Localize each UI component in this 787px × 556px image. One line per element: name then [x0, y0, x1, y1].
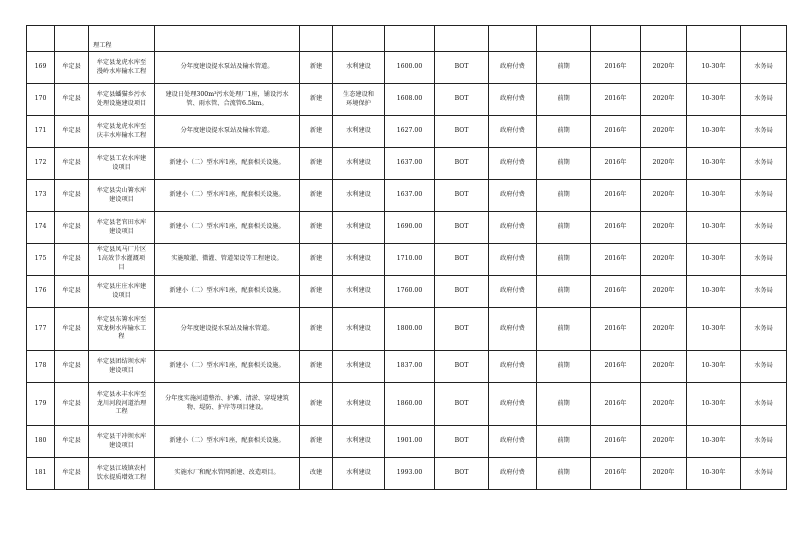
cell-period: 10-30年: [687, 458, 741, 490]
cell-stage: 前期: [537, 212, 591, 244]
cell-investment: 1637.00: [385, 148, 435, 180]
cell-end: 2020年: [641, 383, 687, 426]
cell-dept: 水务局: [741, 458, 787, 490]
cell-stage: 前期: [537, 458, 591, 490]
cell-start: 2016年: [591, 148, 641, 180]
cell-project: 牟定县老官田水库建设项目: [89, 212, 155, 244]
cell-return: 政府付费: [489, 180, 537, 212]
cell-start: 2016年: [591, 52, 641, 84]
cell-return: 政府付费: [489, 212, 537, 244]
cell-nature: 改建: [300, 458, 333, 490]
cell-mode: BOT: [435, 276, 489, 308]
cell-mode: BOT: [435, 52, 489, 84]
cell-investment: 1600.00: [385, 52, 435, 84]
cell-start: 2016年: [591, 212, 641, 244]
cell-stage: 前期: [537, 148, 591, 180]
cell-dept: 水务局: [741, 84, 787, 116]
cell-return: 政府付费: [489, 84, 537, 116]
cell-content: 分年度建设提水泵站及输水管道。: [155, 308, 300, 351]
cell-end: 2020年: [641, 116, 687, 148]
cell-content: 新建小（二）型水库1座，配套相关设施。: [155, 212, 300, 244]
cell-industry: [333, 26, 385, 52]
cell-period: 10-30年: [687, 308, 741, 351]
cell-stage: 前期: [537, 308, 591, 351]
cell-county: 牟定县: [55, 52, 89, 84]
cell-no: 178: [27, 351, 55, 383]
cell-industry: 水利建设: [333, 308, 385, 351]
cell-mode: [435, 26, 489, 52]
cell-county: 牟定县: [55, 426, 89, 458]
cell-period: 10-30年: [687, 276, 741, 308]
cell-stage: [537, 26, 591, 52]
cell-period: 10-30年: [687, 148, 741, 180]
cell-start: 2016年: [591, 180, 641, 212]
cell-industry: 水利建设: [333, 212, 385, 244]
cell-stage: 前期: [537, 52, 591, 84]
cell-start: 2016年: [591, 308, 641, 351]
cell-return: 政府付费: [489, 276, 537, 308]
cell-period: 10-30年: [687, 180, 741, 212]
cell-nature: 新建: [300, 383, 333, 426]
cell-mode: BOT: [435, 180, 489, 212]
cell-dept: [741, 26, 787, 52]
cell-nature: 新建: [300, 52, 333, 84]
cell-content: 新建小（二）型水库1座，配套相关设施。: [155, 426, 300, 458]
cell-mode: BOT: [435, 351, 489, 383]
cell-industry: 生态建设和环境保护: [333, 84, 385, 116]
cell-project: 牟定县龙虎水库至庆丰水库输水工程: [89, 116, 155, 148]
cell-nature: [300, 26, 333, 52]
cell-dept: 水务局: [741, 52, 787, 84]
cell-start: 2016年: [591, 458, 641, 490]
cell-period: 10-30年: [687, 52, 741, 84]
cell-nature: 新建: [300, 148, 333, 180]
cell-no: 180: [27, 426, 55, 458]
cell-start: 2016年: [591, 84, 641, 116]
cell-dept: 水务局: [741, 308, 787, 351]
cell-project: 牟定县龙虎水库至漫岭水库输水工程: [89, 52, 155, 84]
cell-industry: 水利建设: [333, 244, 385, 276]
cell-nature: 新建: [300, 426, 333, 458]
cell-dept: 水务局: [741, 276, 787, 308]
cell-industry: 水利建设: [333, 180, 385, 212]
cell-dept: 水务局: [741, 116, 787, 148]
cell-end: 2020年: [641, 180, 687, 212]
cell-nature: 新建: [300, 116, 333, 148]
cell-no: 177: [27, 308, 55, 351]
cell-no: [27, 26, 55, 52]
cell-end: 2020年: [641, 212, 687, 244]
cell-county: 牟定县: [55, 458, 89, 490]
table-row: [27, 308, 787, 351]
cell-content: 新建小（二）型水库1座，配套相关设施。: [155, 351, 300, 383]
cell-investment: 1627.00: [385, 116, 435, 148]
cell-nature: 新建: [300, 276, 333, 308]
cell-content: 新建小（二）型水库1座，配套相关设施。: [155, 180, 300, 212]
cell-end: 2020年: [641, 148, 687, 180]
cell-project: 牟定县团结坝水库建设项目: [89, 351, 155, 383]
cell-content: 新建小（二）型水库1座，配套相关设施。: [155, 148, 300, 180]
cell-end: 2020年: [641, 426, 687, 458]
cell-content: 实施喷灌、微灌、管道架设等工程建设。: [155, 244, 300, 276]
cell-county: 牟定县: [55, 276, 89, 308]
cell-no: 171: [27, 116, 55, 148]
cell-mode: BOT: [435, 84, 489, 116]
cell-end: 2020年: [641, 351, 687, 383]
cell-period: 10-30年: [687, 383, 741, 426]
cell-content: [155, 26, 300, 52]
project-table: [26, 25, 787, 490]
table-row-continued: [27, 26, 787, 52]
cell-content: 分年度建设提水泵站及输水管道。: [155, 116, 300, 148]
cell-return: 政府付费: [489, 351, 537, 383]
cell-industry: 水利建设: [333, 276, 385, 308]
cell-mode: BOT: [435, 244, 489, 276]
cell-return: 政府付费: [489, 148, 537, 180]
table-row: [27, 84, 787, 116]
cell-dept: 水务局: [741, 383, 787, 426]
cell-end: 2020年: [641, 458, 687, 490]
cell-content: 实施水厂和配水管网新建、改造项目。: [155, 458, 300, 490]
cell-mode: BOT: [435, 458, 489, 490]
cell-investment: 1608.00: [385, 84, 435, 116]
cell-end: 2020年: [641, 244, 687, 276]
table-row: [27, 148, 787, 180]
cell-project: 牟定县尖山箐水库建设项目: [89, 180, 155, 212]
cell-period: 10-30年: [687, 426, 741, 458]
cell-content: 新建小（二）型水库1座，配套相关设施。: [155, 276, 300, 308]
table-row: [27, 458, 787, 490]
cell-stage: 前期: [537, 276, 591, 308]
cell-start: 2016年: [591, 244, 641, 276]
table-row: [27, 426, 787, 458]
cell-county: 牟定县: [55, 180, 89, 212]
cell-no: 174: [27, 212, 55, 244]
cell-dept: 水务局: [741, 212, 787, 244]
cell-return: 政府付费: [489, 426, 537, 458]
cell-stage: 前期: [537, 351, 591, 383]
cell-return: [489, 26, 537, 52]
cell-period: [687, 26, 741, 52]
cell-no: 179: [27, 383, 55, 426]
table-row: [27, 244, 787, 276]
cell-project: 牟定县江坡镇农村饮水提质增效工程: [89, 458, 155, 490]
cell-period: 10-30年: [687, 351, 741, 383]
cell-industry: 水利建设: [333, 116, 385, 148]
table-row: [27, 52, 787, 84]
table-row: [27, 351, 787, 383]
cell-stage: 前期: [537, 383, 591, 426]
cell-industry: 水利建设: [333, 148, 385, 180]
cell-county: 牟定县: [55, 84, 89, 116]
cell-project: 牟定县东箐水库至双龙树水库输水工程: [89, 308, 155, 351]
cell-nature: 新建: [300, 84, 333, 116]
cell-return: 政府付费: [489, 458, 537, 490]
cell-mode: BOT: [435, 308, 489, 351]
cell-stage: 前期: [537, 180, 591, 212]
cell-project: 牟定县庄庄水库建设项目: [89, 276, 155, 308]
cell-project: 牟定县永丰水库至龙川河段河道治理工程: [89, 383, 155, 426]
cell-no: 173: [27, 180, 55, 212]
cell-investment: 1800.00: [385, 308, 435, 351]
cell-industry: 水利建设: [333, 458, 385, 490]
cell-investment: 1690.00: [385, 212, 435, 244]
cell-return: 政府付费: [489, 116, 537, 148]
cell-industry: 水利建设: [333, 52, 385, 84]
cell-return: 政府付费: [489, 308, 537, 351]
cell-dept: 水务局: [741, 148, 787, 180]
cell-no: 176: [27, 276, 55, 308]
cell-period: 10-30年: [687, 244, 741, 276]
cell-stage: 前期: [537, 84, 591, 116]
cell-mode: BOT: [435, 212, 489, 244]
table-row: [27, 276, 787, 308]
cell-no: 175: [27, 244, 55, 276]
cell-mode: BOT: [435, 148, 489, 180]
cell-period: 10-30年: [687, 116, 741, 148]
cell-investment: [385, 26, 435, 52]
cell-mode: BOT: [435, 426, 489, 458]
cell-start: 2016年: [591, 351, 641, 383]
cell-end: 2020年: [641, 308, 687, 351]
cell-start: 2016年: [591, 276, 641, 308]
cell-investment: 1993.00: [385, 458, 435, 490]
cell-county: 牟定县: [55, 116, 89, 148]
cell-investment: 1901.00: [385, 426, 435, 458]
cell-stage: 前期: [537, 116, 591, 148]
cell-return: 政府付费: [489, 52, 537, 84]
cell-start: 2016年: [591, 426, 641, 458]
cell-investment: 1637.00: [385, 180, 435, 212]
cell-project: 牟定县工农水库建设项目: [89, 148, 155, 180]
cell-nature: 新建: [300, 180, 333, 212]
cell-nature: 新建: [300, 212, 333, 244]
cell-dept: 水务局: [741, 351, 787, 383]
cell-county: 牟定县: [55, 351, 89, 383]
cell-mode: BOT: [435, 116, 489, 148]
cell-project: 牟定县凤马厂片区1高效节水灌溉项目: [89, 244, 155, 276]
cell-return: 政府付费: [489, 383, 537, 426]
cell-county: 牟定县: [55, 148, 89, 180]
cell-no: 181: [27, 458, 55, 490]
cell-dept: 水务局: [741, 426, 787, 458]
cell-period: 10-30年: [687, 212, 741, 244]
table-row: [27, 212, 787, 244]
cell-start: [591, 26, 641, 52]
cell-county: [55, 26, 89, 52]
cell-stage: 前期: [537, 426, 591, 458]
cell-period: 10-30年: [687, 84, 741, 116]
cell-nature: 新建: [300, 308, 333, 351]
cell-stage: 前期: [537, 244, 591, 276]
cell-county: 牟定县: [55, 244, 89, 276]
cell-nature: 新建: [300, 244, 333, 276]
cell-no: 170: [27, 84, 55, 116]
cell-return: 政府付费: [489, 244, 537, 276]
cell-end: 2020年: [641, 52, 687, 84]
cell-content: 建设日处理300m³污水处理厂1座，铺设污水管、雨水管、合流管6.5km。: [155, 84, 300, 116]
cell-dept: 水务局: [741, 244, 787, 276]
table-row: [27, 116, 787, 148]
cell-investment: 1710.00: [385, 244, 435, 276]
cell-industry: 水利建设: [333, 426, 385, 458]
cell-content: 分年度建设提水泵站及输水管道。: [155, 52, 300, 84]
cell-end: 2020年: [641, 276, 687, 308]
cell-content: 分年度实施河道整治、护滩、清淤、穿堤建筑物、堤防、护岸等项目建设。: [155, 383, 300, 426]
cell-end: 2020年: [641, 84, 687, 116]
cell-project: 牟定县蟠猫乡污水处理设施建设项目: [89, 84, 155, 116]
cell-end: [641, 26, 687, 52]
table-row: [27, 180, 787, 212]
cell-nature: 新建: [300, 351, 333, 383]
cell-industry: 水利建设: [333, 383, 385, 426]
cell-no: 169: [27, 52, 55, 84]
cell-project: 理工程: [89, 26, 155, 52]
cell-county: 牟定县: [55, 308, 89, 351]
cell-industry: 水利建设: [333, 351, 385, 383]
cell-start: 2016年: [591, 116, 641, 148]
cell-mode: BOT: [435, 383, 489, 426]
cell-investment: 1860.00: [385, 383, 435, 426]
cell-investment: 1760.00: [385, 276, 435, 308]
cell-investment: 1837.00: [385, 351, 435, 383]
cell-county: 牟定县: [55, 383, 89, 426]
cell-dept: 水务局: [741, 180, 787, 212]
cell-county: 牟定县: [55, 212, 89, 244]
cell-no: 172: [27, 148, 55, 180]
cell-start: 2016年: [591, 383, 641, 426]
table-row: [27, 383, 787, 426]
cell-project: 牟定县干冲坝水库建设项目: [89, 426, 155, 458]
